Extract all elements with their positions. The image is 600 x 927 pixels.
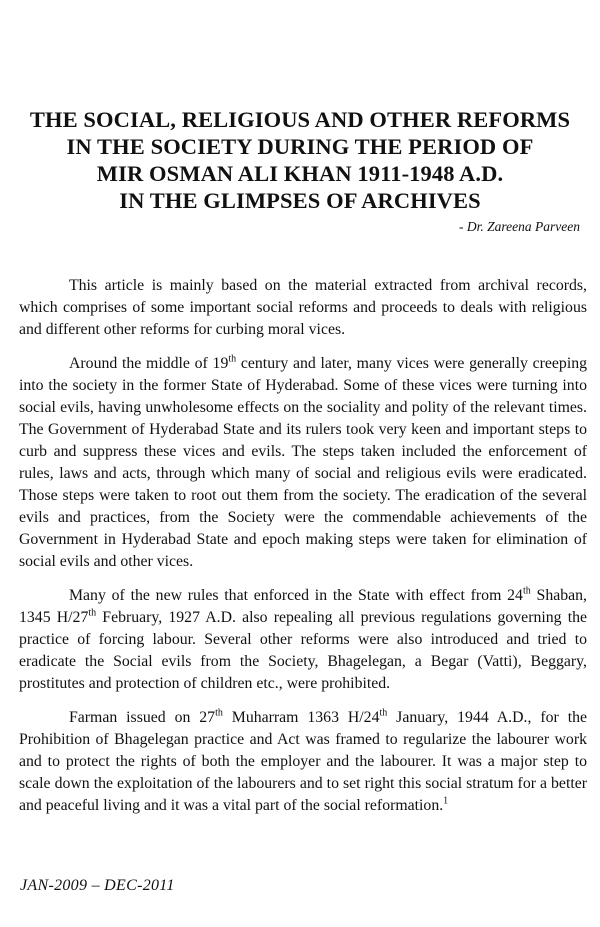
text-span: February, 1927 A.D. also repealing all previous regulations governing the practice of forcing labour. Several other reforms were also introduced and tried to eradicate the Social evils from the Society, Bhagelegan, a Begar (Vatti), Beggary, prostitutes and protection of children etc., were prohibited. — [19, 609, 587, 692]
paragraph-intro: This article is mainly based on the material extracted from archival records, which comprises of some important social reforms and proceeds to deals with religious and different other reforms for curbing moral vices. — [19, 277, 587, 338]
text-span: Muharram 1363 H/24 — [222, 709, 380, 726]
article-body — [19, 275, 587, 829]
footnote-marker: 1 — [443, 795, 449, 807]
title-line-3: MIR OSMAN ALI KHAN 1911-1948 A.D. — [96, 161, 504, 186]
article-title — [10, 106, 590, 214]
text-span: Around the middle of 19 — [69, 355, 229, 372]
text-span: century and later, many vices were generally creeping into the society in the former State of Hyderabad. Some of these vices were turning into social evils, having unwholesome effects on the sociality and polity of the relevant times. The Government of Hyderabad State and its rulers took very keen and important steps to curb and suppress these vices and evils. The steps taken included the enforcement of rules, laws and acts, through which many of social and religious evils were eradicated. Those steps were taken to root out them from the society. The eradication of the several evils and practices, from the Society were the commendable achievements of the Government in Hyderabad State and epoch making steps were taken for elimination of social evils and other vices. — [19, 355, 588, 570]
paragraph-new-rules — [19, 585, 587, 695]
title-line-4: IN THE GLIMPSES OF ARCHIVES — [119, 188, 481, 213]
text-span: January, 1944 A.D., for the Prohibition of Bhagelegan practice and Act was framed to regularize the labourer work and to protect the rights of both the employer and the labourer. It was a major step to scale down the exploitation of the labourers and to set right this social stratum for a better and peaceful living and it was a vital part of the social reformation. — [19, 709, 587, 814]
superscript: th — [522, 585, 531, 597]
text-span: Farman issued on 27 — [69, 709, 216, 726]
superscript: th — [88, 607, 97, 619]
superscript: th — [379, 707, 388, 719]
superscript: th — [215, 707, 223, 719]
paragraph-farman — [19, 707, 587, 817]
superscript: th — [228, 353, 237, 365]
title-line-1: THE SOCIAL, RELIGIOUS AND OTHER REFORMS — [29, 107, 571, 132]
page-footer-date-range: JAN-2009 – DEC-2011 — [20, 877, 175, 894]
title-line-2: IN THE SOCIETY DURING THE PERIOD OF — [66, 134, 534, 159]
paragraph-vices — [19, 353, 587, 573]
text-span: Shaban, 1345 H/27 — [19, 587, 587, 626]
text-span: Many of the new rules that enforced in the State with effect from 24 — [69, 587, 523, 604]
author-byline: - Dr. Zareena Parveen — [459, 219, 580, 234]
